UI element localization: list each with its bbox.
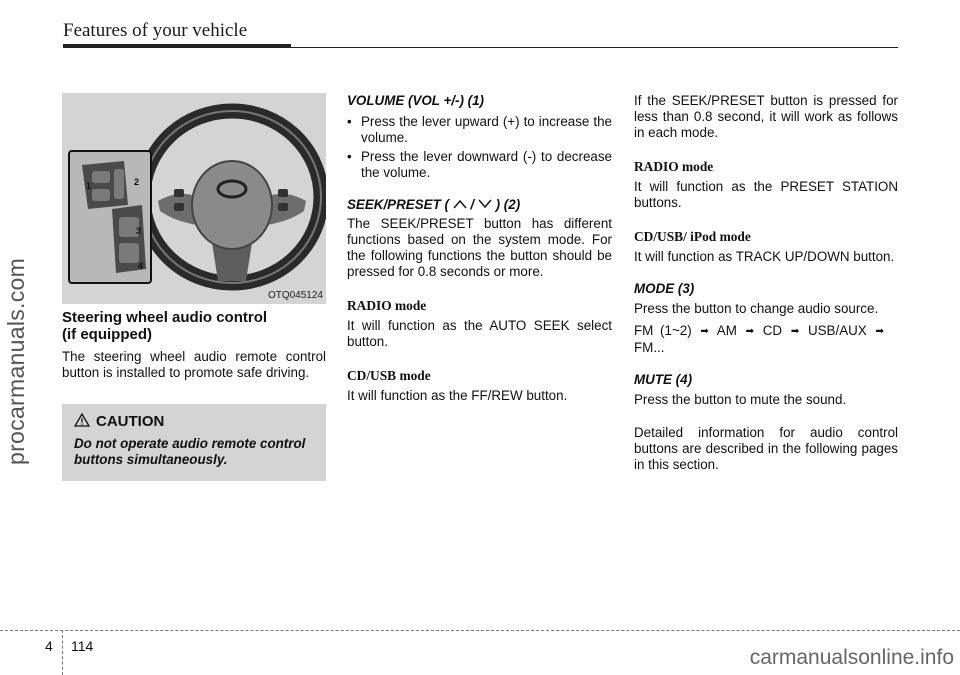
arrow-right-icon: ➡ bbox=[790, 326, 800, 337]
ipod-mode-title: CD/USB/ iPod mode bbox=[634, 229, 751, 244]
arrow-right-icon: ➡ bbox=[700, 326, 709, 337]
figure-code: OTQ045124 bbox=[267, 290, 323, 301]
volume-title: VOLUME (VOL +/-) (1) bbox=[347, 93, 485, 108]
steering-wheel-figure bbox=[62, 93, 326, 304]
chevron-down-icon bbox=[478, 199, 492, 209]
seek-title-start: SEEK/PRESET ( bbox=[347, 197, 449, 212]
caution-heading-text: CAUTION bbox=[96, 413, 165, 430]
volume-bullet-1 bbox=[347, 114, 612, 146]
volume-bullet-1-text: Press the lever upward (+) to increase the volume. bbox=[361, 114, 612, 145]
callout-1: 1 bbox=[86, 181, 92, 191]
chapter-number: 4 bbox=[45, 638, 53, 654]
footer-watermark: carmanualsonline.info bbox=[749, 646, 954, 669]
mode-title: MODE (3) bbox=[634, 281, 695, 296]
mode-seq-item: AM bbox=[716, 323, 737, 338]
radio-mode-title-short: RADIO mode bbox=[634, 159, 714, 174]
side-watermark: procarmanuals.com bbox=[3, 257, 29, 465]
left-column bbox=[62, 309, 326, 381]
caution-body: Do not operate audio remote control buttons simultaneously. bbox=[74, 436, 306, 467]
ipod-mode-body: It will function as TRACK UP/DOWN button. bbox=[634, 249, 895, 264]
mode-body: Press the button to change audio source. bbox=[634, 301, 879, 316]
arrow-right-icon: ➡ bbox=[875, 326, 884, 337]
volume-bullet-2-text: Press the lever downward (-) to decrease the volume. bbox=[361, 149, 612, 180]
middle-column bbox=[347, 93, 612, 404]
page-header-title: Features of your vehicle bbox=[63, 20, 248, 41]
page-number: 114 bbox=[71, 638, 94, 654]
seek-body: The SEEK/PRESET button has different functions based on the system mode. For the following functions the button should be pressed for 0.8 seconds or more. bbox=[347, 216, 612, 279]
mute-body: Press the button to mute the sound. bbox=[634, 392, 847, 407]
mode-sequence bbox=[634, 323, 898, 356]
radio-mode-body: It will function as the AUTO SEEK select button. bbox=[347, 318, 612, 349]
mute-title: MUTE (4) bbox=[634, 372, 693, 387]
bullet-dot: • bbox=[347, 149, 352, 164]
mode-seq-item: CD bbox=[762, 323, 783, 338]
section-title-line2: (if equipped) bbox=[62, 326, 152, 343]
chevron-up-icon bbox=[453, 199, 467, 209]
callout-2: 2 bbox=[134, 177, 140, 187]
steering-wheel-icon bbox=[143, 111, 321, 283]
seek-title-end: ) (2) bbox=[495, 197, 521, 212]
volume-bullet-2 bbox=[347, 149, 612, 181]
warning-triangle-icon bbox=[74, 413, 90, 427]
footer-divider bbox=[62, 630, 63, 675]
caution-heading bbox=[74, 413, 164, 430]
mode-seq-item: FM... bbox=[634, 340, 665, 355]
mode-seq-item: FM (1~2) bbox=[634, 323, 692, 338]
intro-paragraph: The steering wheel audio remote control button is installed to promote safe driving. bbox=[62, 349, 326, 380]
radio-mode-title: RADIO mode bbox=[347, 298, 427, 313]
arrow-right-icon: ➡ bbox=[745, 326, 755, 337]
mode-seq-item: USB/AUX bbox=[807, 323, 867, 338]
short-press-intro: If the SEEK/PRESET button is pressed for less than 0.8 second, it will work as follows in each mode. bbox=[634, 93, 898, 140]
callout-3: 3 bbox=[136, 226, 142, 236]
steering-wheel-illustration bbox=[62, 93, 326, 304]
header-rule-thick bbox=[63, 44, 291, 48]
seek-title bbox=[347, 197, 612, 213]
cdusb-mode-body: It will function as the FF/REW button. bbox=[347, 388, 568, 403]
section-title-line1: Steering wheel audio control bbox=[62, 309, 268, 326]
bullet-dot: • bbox=[347, 114, 352, 129]
closing-paragraph: Detailed information for audio control buttons are described in the following pages in this section. bbox=[634, 425, 898, 472]
footer-rule bbox=[0, 630, 960, 631]
callout-4: 4 bbox=[138, 261, 144, 271]
header-rule-thin bbox=[291, 47, 898, 48]
seek-title-slash: / bbox=[470, 197, 475, 212]
caution-box bbox=[62, 404, 326, 481]
right-column bbox=[634, 93, 898, 473]
section-title bbox=[62, 309, 326, 343]
radio-mode-body-short: It will function as the PRESET STATION buttons. bbox=[634, 179, 898, 210]
cdusb-mode-title: CD/USB mode bbox=[347, 368, 431, 383]
